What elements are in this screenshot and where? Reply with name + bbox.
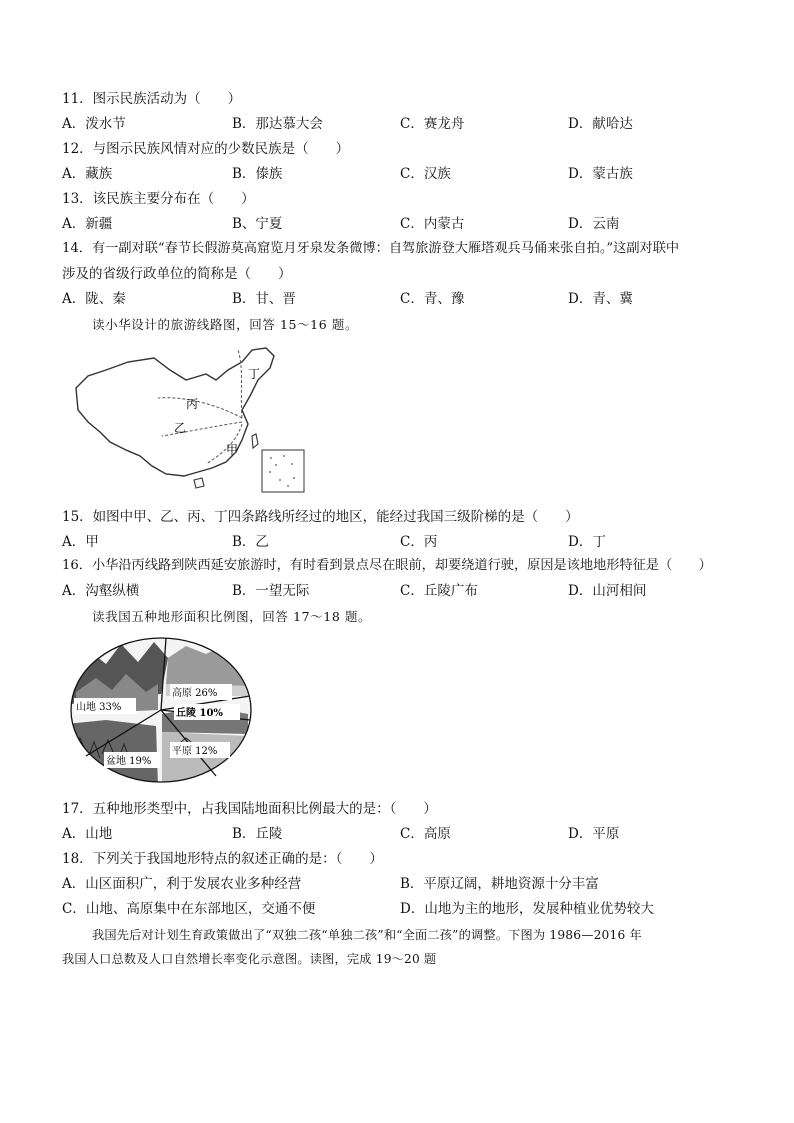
route-map-intro: 读小华设计的旅游线路图，回答 15～16 题。 [92, 317, 359, 332]
q15-option-b: B．乙 [232, 534, 269, 550]
q17-option-c: C．高原 [400, 826, 451, 842]
q16-option-d: D．山河相间 [568, 583, 647, 599]
population-intro-line2: 我国人口总数及人口自然增长率变化示意图。读图，完成 19～20 题 [62, 952, 437, 966]
q17-option-d: D．平原 [568, 826, 620, 842]
q17-option-a: A．山地 [62, 826, 113, 842]
q14-option-c: C．青、豫 [400, 291, 465, 307]
pie-label-plateau: 高原 26% [172, 688, 218, 699]
pie-label-hills: 丘陵 10% [176, 708, 223, 719]
q12-option-a: A．藏族 [62, 166, 113, 182]
q12-option-d: D．蒙古族 [568, 166, 633, 182]
route-ding-line [238, 350, 242, 418]
question-18-stem: 18．下列关于我国地形特点的叙述正确的是：（ ） [62, 851, 383, 867]
q12-option-b: B．傣族 [232, 166, 283, 182]
route-label-ding: 丁 [248, 367, 261, 381]
pie-label-plain: 平原 12% [172, 746, 218, 757]
q14-option-a: A．陇、秦 [62, 291, 126, 307]
q12-option-c: C．汉族 [400, 166, 451, 182]
question-14-stem-cont: 涉及的省级行政单位的简称是（ ） [62, 266, 292, 282]
q18-option-a: A．山区面积广，利于发展农业多种经营 [62, 876, 302, 892]
question-16-stem: 16．小华沿丙线路到陕西延安旅游时，有时看到景点尽在眼前，却要绕道行驶，原因是该地地形特征是（ ） [62, 558, 712, 573]
question-15-stem: 15．如图中甲、乙、丙、丁四条路线所经过的地区，能经过我国三级阶梯的是（ ） [62, 509, 579, 525]
china-route-map [66, 340, 316, 500]
question-14-stem: 14．有一副对联“春节长假游莫高窟览月牙泉发条微博：自驾旅游登大雁塔观兵马俑来张自拍。”这副对联中 [62, 241, 680, 256]
q16-option-c: C．丘陵广布 [400, 583, 478, 599]
terrain-area-pie-chart [66, 634, 256, 786]
q17-option-b: B．丘陵 [232, 826, 283, 842]
population-intro-line1: 我国先后对计划生育政策做出了“双独二孩“单独二孩”和“全面二孩”的调整。下图为 1986—2016 年 [92, 928, 642, 942]
terrain-chart-intro: 读我国五种地形面积比例图，回答 17～18 题。 [92, 609, 372, 624]
q18-option-c: C．山地、高原集中在东部地区，交通不便 [62, 901, 316, 917]
china-outline [76, 348, 274, 476]
q11-option-a: A．泼水节 [62, 116, 126, 132]
q14-option-d: D．青、冀 [568, 291, 633, 307]
q16-option-b: B．一望无际 [232, 583, 310, 599]
south-china-sea-inset [262, 450, 304, 492]
question-17-stem: 17．五种地形类型中，占我国陆地面积比例最大的是：（ ） [62, 801, 437, 817]
q18-option-b: B．平原辽阔，耕地资源十分丰富 [400, 876, 599, 892]
taiwan-island [252, 434, 258, 448]
route-label-yi: 乙 [174, 421, 187, 435]
q13-option-b: B、宁夏 [232, 216, 283, 232]
route-bing-line [158, 398, 242, 418]
inset-islands [269, 455, 295, 487]
route-label-jia: 甲 [226, 443, 239, 457]
route-label-bing: 丙 [186, 397, 199, 411]
question-12-stem: 12．与图示民族风情对应的少数民族是（ ） [62, 141, 350, 157]
q13-option-d: D．云南 [568, 216, 620, 232]
question-13-stem: 13．该民族主要分布在（ ） [62, 191, 255, 207]
q13-option-a: A．新疆 [62, 216, 113, 232]
q11-option-c: C．赛龙舟 [400, 116, 465, 132]
q14-option-b: B．甘、晋 [232, 291, 296, 307]
q15-option-d: D．丁 [568, 534, 606, 550]
q13-option-c: C．内蒙古 [400, 216, 465, 232]
q11-option-d: D．献哈达 [568, 116, 633, 132]
q16-option-a: A．沟壑纵横 [62, 583, 140, 599]
question-11-stem: 11．图示民族活动为（ ） [62, 91, 242, 107]
q11-option-b: B．那达慕大会 [232, 116, 323, 132]
q18-option-d: D．山地为主的地形，发展种植业优势较大 [400, 901, 654, 917]
q15-option-a: A．甲 [62, 534, 99, 550]
hainan-island [194, 478, 204, 488]
pie-label-basin: 盆地 19% [106, 756, 152, 767]
q15-option-c: C．丙 [400, 534, 438, 550]
pie-label-mountain: 山地 33% [76, 702, 122, 713]
